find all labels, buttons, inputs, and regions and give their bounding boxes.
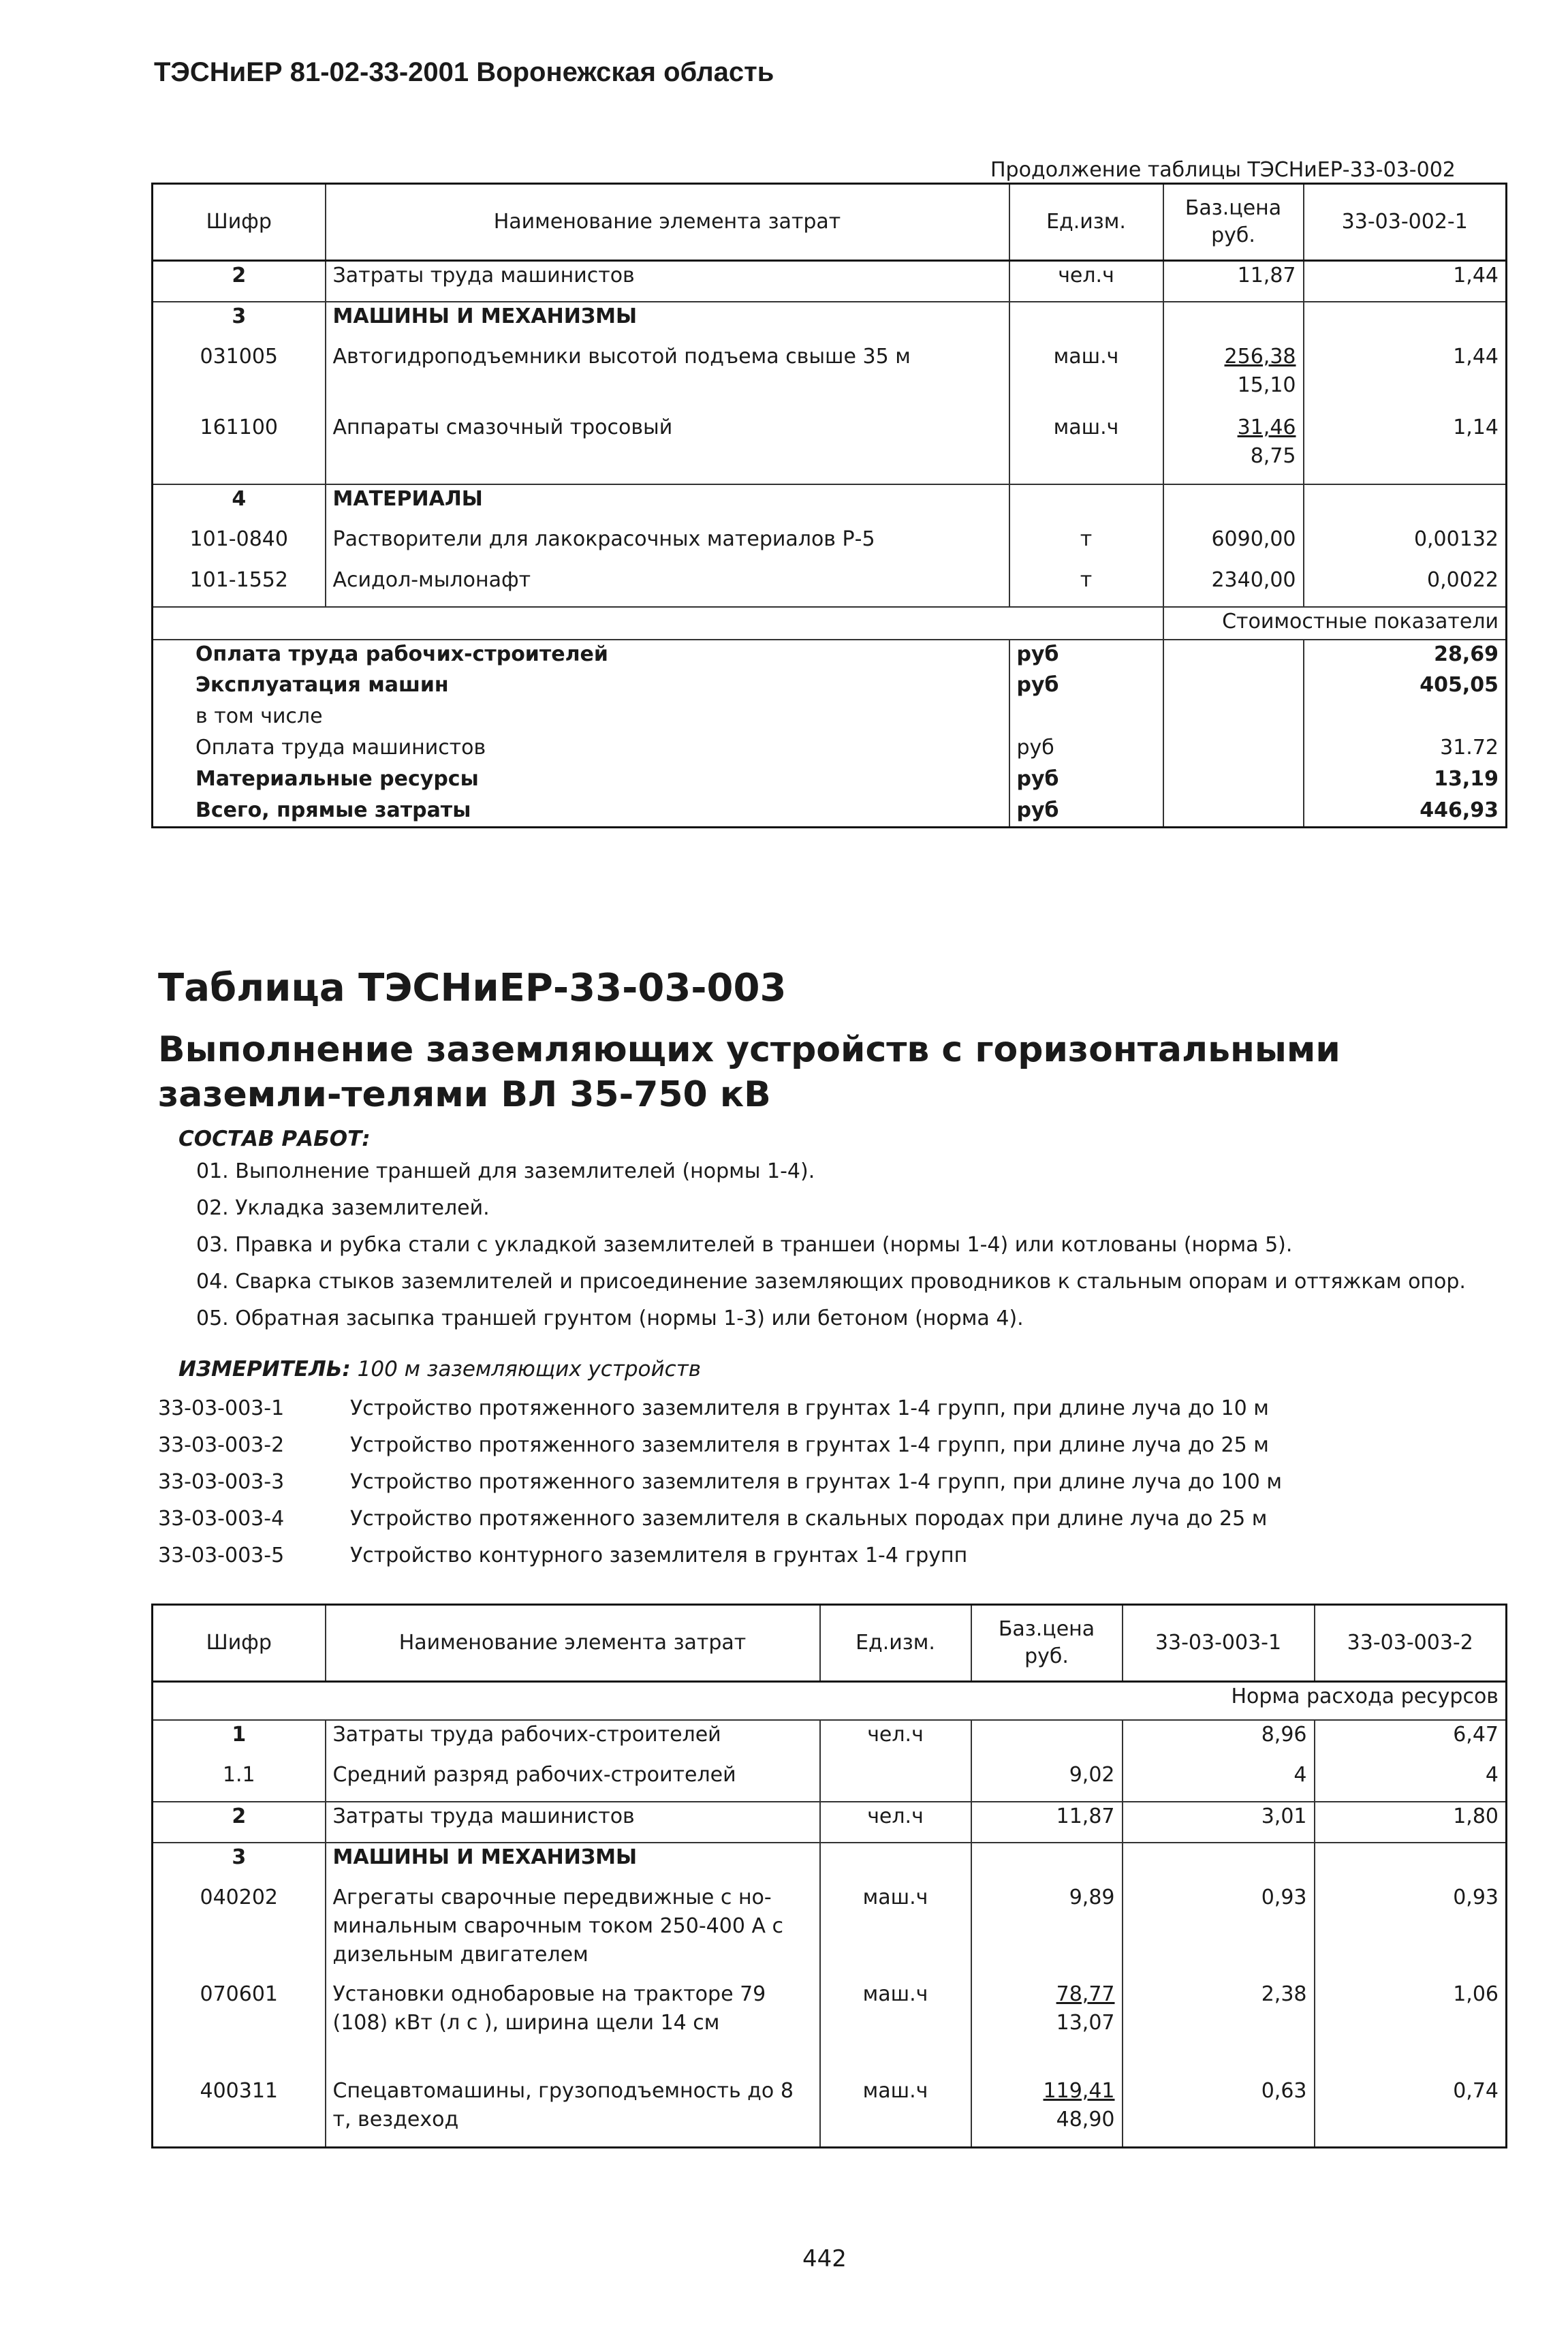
table2-row [153, 1761, 1507, 1802]
cost-label: Оплата труда машинистов [195, 735, 486, 760]
col-header: 33-03-003-2 [1315, 1605, 1507, 1682]
row-unit [820, 1761, 971, 1802]
row-unit [820, 1843, 971, 1883]
price-secondary-value: 13,07 [1056, 2010, 1115, 2035]
row-value-1: 8,96 [1123, 1720, 1315, 1761]
row-value-1: 4 [1123, 1761, 1315, 1802]
row-value-1: 0,93 [1123, 1883, 1315, 1980]
col-header: Ед.изм. [820, 1605, 971, 1682]
row-name: МАТЕРИАЛЫ [326, 484, 1009, 525]
cost-label: Оплата труда рабочих-строителей [153, 640, 1009, 671]
row-value-2: 6,47 [1315, 1720, 1507, 1761]
price-cell [1163, 484, 1304, 525]
col-header: Наименование элемента затрат [326, 1605, 820, 1682]
work-item: 02. Укладка заземлителей. [196, 1196, 490, 1220]
row-name: Спецавтомашины, грузоподъемность до 8 т, вездеход [326, 2077, 820, 2148]
row-code: 101-0840 [189, 527, 288, 551]
price-value: 119,41 [1043, 2078, 1115, 2103]
row-unit: маш.ч [1009, 343, 1163, 413]
row-unit: чел.ч [820, 1720, 971, 1761]
norm-item [158, 1500, 1282, 1537]
page-number: 442 [802, 2245, 847, 2272]
table1-row [153, 566, 1507, 607]
row-unit: т [1009, 525, 1163, 566]
norm-caption: Норма расхода ресурсов [1231, 1685, 1499, 1708]
price-value: 11,87 [1237, 264, 1296, 287]
price-value: 6090,00 [1211, 527, 1296, 551]
cost-unit: руб [1009, 734, 1163, 765]
cost-unit: руб [1009, 765, 1163, 796]
price-secondary-value: 8,75 [1250, 443, 1296, 468]
norm-code: 33-03-003-4 [158, 1506, 285, 1531]
price-cell [1163, 302, 1304, 343]
table1-row [153, 484, 1507, 525]
price-value: 78,77 [1056, 1982, 1115, 2006]
cost-row [153, 640, 1507, 671]
cost-value: 446,93 [1304, 796, 1507, 828]
cost-value: 28,69 [1304, 640, 1507, 671]
row-value: 1,14 [1304, 413, 1507, 484]
table2-row [153, 1802, 1507, 1843]
row-name: Автогидроподъемники высотой подъема свыше 35 м [326, 343, 1009, 413]
table2-row [153, 1980, 1507, 2077]
row-unit: чел.ч [1009, 261, 1163, 302]
table1-row [153, 302, 1507, 343]
price-cell [1163, 525, 1304, 566]
row-unit: т [1009, 566, 1163, 607]
row-name: Затраты труда рабочих-строителей [326, 1720, 820, 1761]
table2-header-row [153, 1605, 1507, 1682]
row-code: 1 [153, 1720, 326, 1761]
row-code: 1.1 [222, 1762, 255, 1787]
row-value: 1,44 [1304, 343, 1507, 413]
row-code: 4 [153, 484, 326, 525]
row-value-2 [1315, 1843, 1507, 1883]
cost-caption: Стоимостные показатели [1163, 607, 1507, 640]
price-value: 2340,00 [1211, 567, 1296, 592]
price-value: 256,38 [1224, 344, 1296, 369]
cost-caption-row [153, 607, 1507, 640]
price-value: 11,87 [1056, 1804, 1115, 1828]
row-value-1 [1123, 1843, 1315, 1883]
price-cell [971, 1843, 1123, 1883]
cost-empty [1163, 734, 1304, 765]
norm-text: Устройство протяженного заземлителя в скальных породах при длине луча до 25 м [350, 1506, 1268, 1531]
row-code: 040202 [200, 1885, 279, 1909]
price-cell [971, 1720, 1123, 1761]
row-value-2: 0,74 [1315, 2077, 1507, 2148]
col-header: Баз.цена руб. [971, 1605, 1123, 1682]
row-code: 2 [153, 1802, 326, 1843]
norm-text: Устройство протяженного заземлителя в грунтах 1-4 групп, при длине луча до 100 м [350, 1469, 1282, 1494]
row-value: 1,44 [1304, 261, 1507, 302]
price-cell [1163, 343, 1304, 413]
norms-list [158, 1390, 1282, 1574]
row-unit: маш.ч [820, 2077, 971, 2148]
row-code: 3 [153, 1843, 326, 1883]
row-unit [1009, 302, 1163, 343]
row-value-1: 2,38 [1123, 1980, 1315, 2077]
table2 [151, 1604, 1507, 2148]
price-cell [971, 1761, 1123, 1802]
row-name: МАШИНЫ И МЕХАНИЗМЫ [326, 1843, 820, 1883]
row-code: 2 [232, 264, 247, 287]
table1-row [153, 261, 1507, 302]
row-code: 3 [153, 302, 326, 343]
section-subtitle: Выполнение заземляющих устройств с горизонтальными заземли-телями ВЛ 35-750 кВ [158, 1029, 1340, 1115]
cost-row [153, 796, 1507, 828]
norm-item [158, 1537, 1282, 1574]
row-name: Агрегаты сварочные передвижные с но-минальным сварочным током 250-400 А с дизельным двигателем [326, 1883, 820, 1980]
row-unit: маш.ч [820, 1883, 971, 1980]
cost-value: 13,19 [1304, 765, 1507, 796]
price-cell [1163, 566, 1304, 607]
row-code: 161100 [200, 415, 279, 439]
cost-row [153, 765, 1507, 796]
norm-code: 33-03-003-5 [158, 1543, 285, 1567]
row-value-2: 4 [1315, 1761, 1507, 1802]
norm-code: 33-03-003-2 [158, 1433, 285, 1457]
col-header: Шифр [153, 1605, 326, 1682]
norm-item [158, 1463, 1282, 1500]
price-secondary-value: 15,10 [1237, 373, 1296, 397]
cost-unit [1009, 702, 1163, 734]
norm-text: Устройство протяженного заземлителя в грунтах 1-4 групп, при длине луча до 10 м [350, 1396, 1269, 1420]
row-unit: чел.ч [820, 1802, 971, 1843]
cost-caption-empty [153, 607, 1163, 640]
cost-empty [1163, 702, 1304, 734]
row-unit: маш.ч [820, 1980, 971, 2077]
cost-unit: руб [1009, 671, 1163, 702]
row-value: 0,00132 [1304, 525, 1507, 566]
cost-value: 31.72 [1304, 734, 1507, 765]
page-header: ТЭСНиЕР 81-02-33-2001 Воронежская область [154, 57, 774, 87]
cost-value: 405,05 [1304, 671, 1507, 702]
row-value-1: 0,63 [1123, 2077, 1315, 2148]
row-code: 070601 [200, 1982, 279, 2006]
row-name: Затраты труда машинистов [326, 261, 1009, 302]
cost-empty [1163, 640, 1304, 671]
price-value: 31,46 [1237, 415, 1296, 439]
row-value-1: 3,01 [1123, 1802, 1315, 1843]
row-value-2: 0,93 [1315, 1883, 1507, 1980]
table2-row [153, 1843, 1507, 1883]
norm-code: 33-03-003-3 [158, 1469, 285, 1494]
norm-caption-empty [153, 1682, 1123, 1720]
row-value [1304, 484, 1507, 525]
cost-value [1304, 702, 1507, 734]
col-header: Ед.изм. [1009, 184, 1163, 261]
norm-text: Устройство протяженного заземлителя в грунтах 1-4 групп, при длине луча до 25 м [350, 1433, 1269, 1457]
table1-row [153, 525, 1507, 566]
cost-unit: руб [1009, 640, 1163, 671]
cost-empty [1163, 765, 1304, 796]
works-list [196, 1158, 1490, 1342]
work-item: 01. Выполнение траншей для заземлителей (нормы 1-4). [196, 1159, 815, 1183]
price-value: 9,02 [1069, 1762, 1115, 1787]
row-code: 400311 [200, 2078, 279, 2103]
col-header: Шифр [153, 184, 326, 261]
cost-label: Эксплуатация машин [195, 672, 449, 697]
table2-row [153, 2077, 1507, 2148]
norm-item [158, 1390, 1282, 1426]
row-value-2: 1,80 [1315, 1802, 1507, 1843]
row-value [1304, 302, 1507, 343]
cost-unit: руб [1009, 796, 1163, 828]
table1-caption: Продолжение таблицы ТЭСНиЕР-33-03-002 [990, 158, 1456, 182]
work-item: 05. Обратная засыпка траншей грунтом (нормы 1-3) или бетоном (норма 4). [196, 1307, 1024, 1330]
row-name: Аппараты смазочный тросовый [326, 413, 1009, 484]
table2-row [153, 1883, 1507, 1980]
row-code: 031005 [200, 344, 279, 369]
price-secondary-value: 48,90 [1056, 2107, 1115, 2131]
norm-code: 33-03-003-1 [158, 1396, 285, 1420]
table1-header-row [153, 184, 1507, 261]
table1-row [153, 343, 1507, 413]
row-name: Средний разряд рабочих-строителей [326, 1761, 820, 1802]
works-label: СОСТАВ РАБОТ: [178, 1127, 371, 1151]
cost-row [153, 734, 1507, 765]
col-header: 33-03-002-1 [1304, 184, 1507, 261]
row-code: 101-1552 [189, 567, 288, 592]
norm-item [158, 1426, 1282, 1463]
row-name: Асидол-мылонафт [326, 566, 1009, 607]
cost-label: Материальные ресурсы [195, 766, 479, 791]
price-cell [971, 1802, 1123, 1843]
row-value: 0,0022 [1304, 566, 1507, 607]
cost-row [153, 702, 1507, 734]
price-cell [971, 1883, 1123, 1980]
table2-row [153, 1720, 1507, 1761]
work-item: 04. Сварка стыков заземлителей и присоединение заземляющих проводников к стальным опорам и оттяжкам опор. [196, 1270, 1466, 1294]
row-unit [1009, 484, 1163, 525]
section-title: Таблица ТЭСНиЕР-33-03-003 [158, 966, 787, 1010]
row-name: МАШИНЫ И МЕХАНИЗМЫ [326, 302, 1009, 343]
cost-label: Всего, прямые затраты [195, 798, 471, 822]
price-cell [971, 2077, 1123, 2148]
meter-label: ИЗМЕРИТЕЛЬ: [178, 1357, 351, 1381]
norm-caption-row [153, 1682, 1507, 1720]
price-cell [1163, 261, 1304, 302]
meter-line [178, 1357, 701, 1381]
table1-row [153, 413, 1507, 484]
col-header: Баз.цена руб. [1163, 184, 1304, 261]
row-value-2: 1,06 [1315, 1980, 1507, 2077]
price-cell [1163, 413, 1304, 484]
col-header: Наименование элемента затрат [326, 184, 1009, 261]
work-item: 03. Правка и рубка стали с укладкой заземлителей в траншеи (нормы 1-4) или котлованы (норма 5). [196, 1233, 1293, 1257]
norm-text: Устройство контурного заземлителя в грунтах 1-4 групп [350, 1543, 968, 1567]
cost-label: в том числе [195, 704, 323, 728]
price-value: 9,89 [1069, 1885, 1115, 1909]
row-unit: маш.ч [1009, 413, 1163, 484]
cost-empty [1163, 796, 1304, 828]
meter-value: 100 м заземляющих устройств [357, 1357, 702, 1381]
table1 [151, 183, 1507, 828]
price-cell [971, 1980, 1123, 2077]
row-name: Затраты труда машинистов [326, 1802, 820, 1843]
cost-row [153, 671, 1507, 702]
row-name: Растворители для лакокрасочных материалов Р-5 [326, 525, 1009, 566]
col-header: 33-03-003-1 [1123, 1605, 1315, 1682]
cost-empty [1163, 671, 1304, 702]
row-name: Установки однобаровые на тракторе 79 (108) кВт (л с ), ширина щели 14 см [326, 1980, 820, 2077]
